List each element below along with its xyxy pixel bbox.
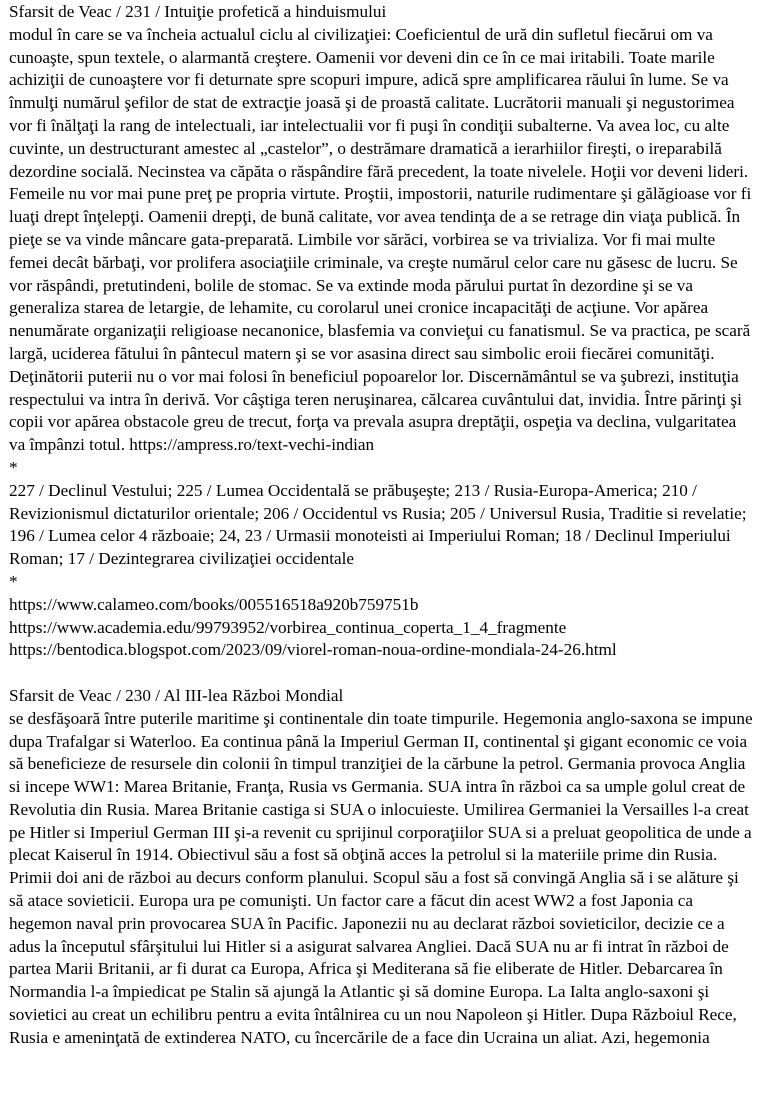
article-ww3 bbox=[9, 685, 755, 1050]
related-articles-list: 227 / Declinul Vestului; 225 / Lumea Occidentală se prăbuşeşte; 213 / Rusia-Europa-America; 210 / Revizionismul dictaturilor orientale; 206 / Occidentul vs Rusia; 205 / Universul Rusia, Traditie si revelatie; 196 / Lumea celor 4 războaie; 24, 23 / Urmasii monoteisti ai Imperiului Roman; 18 / Declinul Imperiului Roman; 17 / Dezintegrarea civilizaţiei occidentale bbox=[9, 480, 747, 569]
separator-asterisk: * bbox=[9, 457, 18, 477]
article-title: Sfarsit de Veac / 230 / Al III-lea Război Mondial bbox=[9, 685, 344, 705]
reference-link-blogspot[interactable]: https://bentodica.blogspot.com/2023/09/viorel-roman-noua-ordine-mondiala-24-26.html bbox=[9, 640, 617, 660]
reference-link-academia[interactable]: https://www.academia.edu/99793952/vorbirea_continua_coperta_1_4_fragmente bbox=[9, 617, 567, 637]
reference-links bbox=[9, 594, 755, 662]
article-body: modul în care se va încheia actualul ciclu al civilizaţiei: Coeficientul de ură din sufletul fiecărui om va cunoaşte, spun textele, o alarmantă creştere. Oamenii vor deveni din ce în ce mai iritabili. Toate marile achiziţii de cunoaştere vor fi deturnate spre scopuri impure, adică spre amplificarea răului în lume. Se va înmulţi numărul şefilor de stat de extracţie joasă şi de proastă calitate. Lucrătorii manuali şi negustorimea vor fi înălţaţi la rang de intelectuali, iar intelectualii vor fi puşi în condiţii subalterne. Va avea loc, cu alte cuvinte, un destructurant amestec al „castelor”, o destrămare dramatică a ierarhiilor fireşti, o ireparabilă dezordine socială. Necinstea va căpăta o răspândire fără precedent, la toate nivelele. Hoţii vor deveni lideri. Femeile nu vor mai pune preţ pe propria virtute. Proştii, impostorii, naturile rudimentare şi gălăgioase vor fi luaţi drept înţelepţi. Oamenii drepţi, de bună calitate, vor avea tendinţa de a se retrage din viaţa publică. În pieţe se va vinde mâncare gata-preparată. Limbile vor sărăci, vorbirea se va trivializa. Vor fi mai multe femei decât bărbaţi, vor prolifera asociaţiile criminale, va creşte numărul celor care nu găsesc de lucru. Se vor răspândi, pretutindeni, bolile de stomac. Se va extinde moda părului purtat în dezordine şi se va generaliza starea de letargie, de lehamite, cu corolarul unei cronice incapacităţi de acţiune. Vor apărea nenumărate organizaţii religioase necanonice, blasfemia va convieţui cu fanatismul. Se va practica, pe scară largă, uciderea fătului în pântecul matern şi se vor asasina direct sau simbolic eroii fiecărei comunităţi. Deţinătorii puterii nu o vor mai folosi în beneficiul popoarelor lor. Discernământul se va şubrezi, instituţia respectului va intra în derivă. Vor câştiga teren neruşinarea, călcarea cuvântului dat, invidia. Între părinţi şi copii vor apărea obstacole greu de trecut, forţa va prevala asupra dreptăţii, ospeţia va declina, vulgaritatea va împânzi totul. https://ampress.ro/text-vechi-indian bbox=[9, 24, 752, 455]
reference-link-calameo[interactable]: https://www.calameo.com/books/005516518a920b759751b bbox=[9, 594, 419, 614]
article-body: se desfăşoară între puterile maritime şi continentale din toate timpurile. Hegemonia anglo-saxona se impune dupa Trafalgar si Waterloo. Ea continua până la Imperiul German II, continental şi gigant economic ce voia să beneficieze de resursele din colonii în timpul tranziţiei de la cărbune la petrol. Germania provoca Anglia si incepe WW1: Marea Britanie, Franţa, Rusia vs Germania. SUA intra în război ca sa umple golul creat de Revolutia din Rusia. Marea Britanie castiga si SUA o inlocuieste. Umilirea Germaniei la Versailles l-a creat pe Hitler si Imperiul German III şi-a revenit cu sprijinul corporaţiilor SUA si a preluat geopolitica de unde a plecat Kaiserul în 1914. Obiectivul său a fost să obţină acces la petrolul si la materiile prime din Rusia. Primii doi ani de război au decurs conform planului. Scopul său a fost să convingă Anglia să i se alăture şi să atace sovieticii. Europa ura pe comunişti. Un factor care a făcut din acest WW2 a fost Japonia ca hegemon naval prin provocarea SUA în Pacific. Japonezii nu au declarat război sovieticilor, decizie ce a adus la începutul sfârşitului lui Hitler si a asigurat salvarea Angliei. Dacă SUA nu ar fi intrat în război de partea Marii Britanii, ar fi durat ca Europa, Africa şi Mediterana să fie eliberate de Hitler. Debarcarea în Normandia l-a împiedicat pe Stalin să ajungă la Atlantic şi să domine Europa. La Ialta anglo-saxoni şi sovietici au creat un echilibru pentru a evita întâlnirea cu un nou Napoleon şi Hitler. Dupa Războiul Rece, Rusia e ameninţată de extinderea NATO, cu încercările de a face din Ucraina un aliat. Azi, hegemonia bbox=[9, 708, 753, 1047]
article-hinduism bbox=[9, 1, 755, 662]
paragraph-gap bbox=[9, 662, 755, 685]
article-title: Sfarsit de Veac / 231 / Intuiţie profetică a hinduismului bbox=[9, 2, 387, 21]
separator-asterisk: * bbox=[9, 571, 18, 591]
document-page bbox=[9, 1, 755, 1050]
